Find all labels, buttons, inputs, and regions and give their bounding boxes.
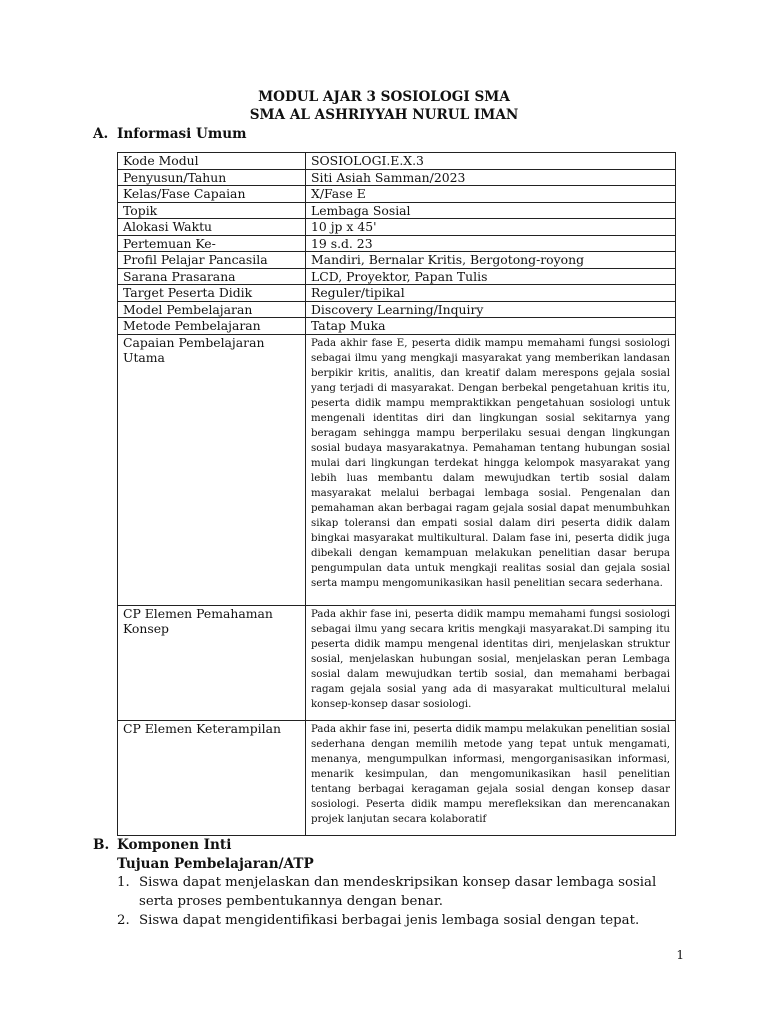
row-value: SOSIOLOGI.E.X.3 bbox=[306, 153, 676, 170]
cp-pemahaman-label: CP Elemen Pemahaman Konsep bbox=[118, 605, 306, 720]
row-label: Kelas/Fase Capaian bbox=[118, 186, 306, 203]
row-label: Topik bbox=[118, 202, 306, 219]
list-item-text: Siswa dapat mengidentifikasi berbagai jenis lembaga sosial dengan tepat. bbox=[139, 913, 640, 928]
row-value: Reguler/tipikal bbox=[306, 285, 676, 302]
learning-objectives-heading: Tujuan Pembelajaran/ATP bbox=[117, 856, 314, 872]
row-label: Model Pembelajaran bbox=[118, 301, 306, 318]
table-row bbox=[118, 153, 676, 170]
row-value: X/Fase E bbox=[306, 186, 676, 203]
cp-keterampilan-text: Pada akhir fase ini, peserta didik mampu melakukan penelitian sosial sederhana dengan memilih metode yang tepat untuk mengamati, menanya, mengumpulkan informasi, mengorganisasikan informasi, menarik kesimpulan, dan mengomunikasikan hasil penelitian tentang berbagai keragaman gejala sosial dengan konsep dasar sosiologi. Peserta didik mampu merefleksikan dan merencanakan projek lanjutan secara kolaboratif bbox=[306, 720, 676, 835]
list-item-text: Siswa dapat menjelaskan dan mendeskripsikan konsep dasar lembaga sosial serta proses pembentukannya dengan benar. bbox=[139, 875, 657, 909]
row-value: 19 s.d. 23 bbox=[306, 235, 676, 252]
list-item bbox=[117, 873, 677, 911]
section-b-title: Komponen Inti bbox=[117, 837, 232, 853]
list-item-number: 1. bbox=[117, 875, 130, 890]
table-row bbox=[118, 219, 676, 236]
table-row bbox=[118, 285, 676, 302]
table-row bbox=[118, 235, 676, 252]
row-value: Mandiri, Bernalar Kritis, Bergotong-royong bbox=[306, 252, 676, 269]
row-label: Profil Pelajar Pancasila bbox=[118, 252, 306, 269]
table-row-cp-keterampilan bbox=[118, 720, 676, 835]
section-b-letter: B. bbox=[93, 837, 110, 853]
row-label: Sarana Prasarana bbox=[118, 268, 306, 285]
row-label: Pertemuan Ke- bbox=[118, 235, 306, 252]
row-label: Penyusun/Tahun bbox=[118, 169, 306, 186]
row-value: Discovery Learning/Inquiry bbox=[306, 301, 676, 318]
cp-keterampilan-label: CP Elemen Keterampilan bbox=[118, 720, 306, 835]
cp-utama-label: Capaian Pembelajaran Utama bbox=[118, 334, 306, 605]
general-info-table bbox=[117, 152, 676, 836]
row-label: Target Peserta Didik bbox=[118, 285, 306, 302]
cp-pemahaman-text: Pada akhir fase ini, peserta didik mampu memahami fungsi sosiologi sebagai ilmu yang secara kritis mengkaji masyarakat.Di samping itu peserta didik mampu mengenal identitas diri, menjelaskan struktur sosial, menjelaskan hubungan sosial, menjelaskan peran Lembaga sosial dalam mewujudkan tertib sosial, dan memahami berbagai ragam gejala sosial yang ada di masyarakat multicultural melalui konsep-konsep dasar sosiologi. bbox=[306, 605, 676, 720]
section-a-title: Informasi Umum bbox=[117, 126, 247, 142]
section-b-heading bbox=[93, 836, 231, 854]
row-value: LCD, Proyektor, Papan Tulis bbox=[306, 268, 676, 285]
document-title: MODUL AJAR 3 SOSIOLOGI SMA bbox=[258, 89, 510, 105]
table-row bbox=[118, 268, 676, 285]
learning-objectives-list bbox=[117, 873, 677, 930]
school-name: SMA AL ASHRIYYAH NURUL IMAN bbox=[249, 107, 519, 123]
row-value: Tatap Muka bbox=[306, 318, 676, 335]
cp-utama-text: Pada akhir fase E, peserta didik mampu memahami fungsi sosiologi sebagai ilmu yang mengkaji masyarakat yang memberikan landasan berpikir kritis, analitis, dan kreatif dalam merespons gejala sosial yang terjadi di masyarakat. Dengan berbekal pengetahuan kritis itu, peserta didik mampu mempraktikkan pengetahuan sosiologi untuk mengenali identitas diri dan lingkungan sosial sekitarnya yang beragam sehingga mampu berperilaku sesuai dengan lingkungan sosial budaya masyarakatnya. Pemahaman tentang hubungan sosial mulai dari lingkungan terdekat hingga kelompok masyarakat yang lebih luas membantu dalam mewujudkan tertib sosial dalam masyarakat melalui berbagai lembaga sosial. Pengenalan dan pemahaman akan berbagai ragam gejala sosial dapat menumbuhkan sikap toleransi dan empati sosial dalam diri peserta didik dalam bingkai masyarakat multikultural. Dalam fase ini, peserta didik juga dibekali dengan kemampuan melakukan penelitian dasar berupa pengumpulan data untuk mengkaji realitas sosial dan gejala sosial serta mampu mengomunikasikan hasil penelitian secara sederhana. bbox=[306, 334, 676, 605]
table-row bbox=[118, 301, 676, 318]
table-row bbox=[118, 252, 676, 269]
table-row bbox=[118, 186, 676, 203]
table-row bbox=[118, 169, 676, 186]
list-item bbox=[117, 911, 677, 930]
row-label: Kode Modul bbox=[118, 153, 306, 170]
row-label: Metode Pembelajaran bbox=[118, 318, 306, 335]
list-item-number: 2. bbox=[117, 913, 130, 928]
table-row bbox=[118, 202, 676, 219]
row-value: Lembaga Sosial bbox=[306, 202, 676, 219]
row-label: Alokasi Waktu bbox=[118, 219, 306, 236]
row-value: 10 jp x 45' bbox=[306, 219, 676, 236]
row-value: Siti Asiah Samman/2023 bbox=[306, 169, 676, 186]
section-a-heading bbox=[93, 125, 247, 143]
page-number: 1 bbox=[676, 948, 684, 962]
table-row bbox=[118, 318, 676, 335]
table-row-cp-pemahaman bbox=[118, 605, 676, 720]
section-a-letter: A. bbox=[93, 126, 109, 142]
table-row-cp-utama bbox=[118, 334, 676, 605]
